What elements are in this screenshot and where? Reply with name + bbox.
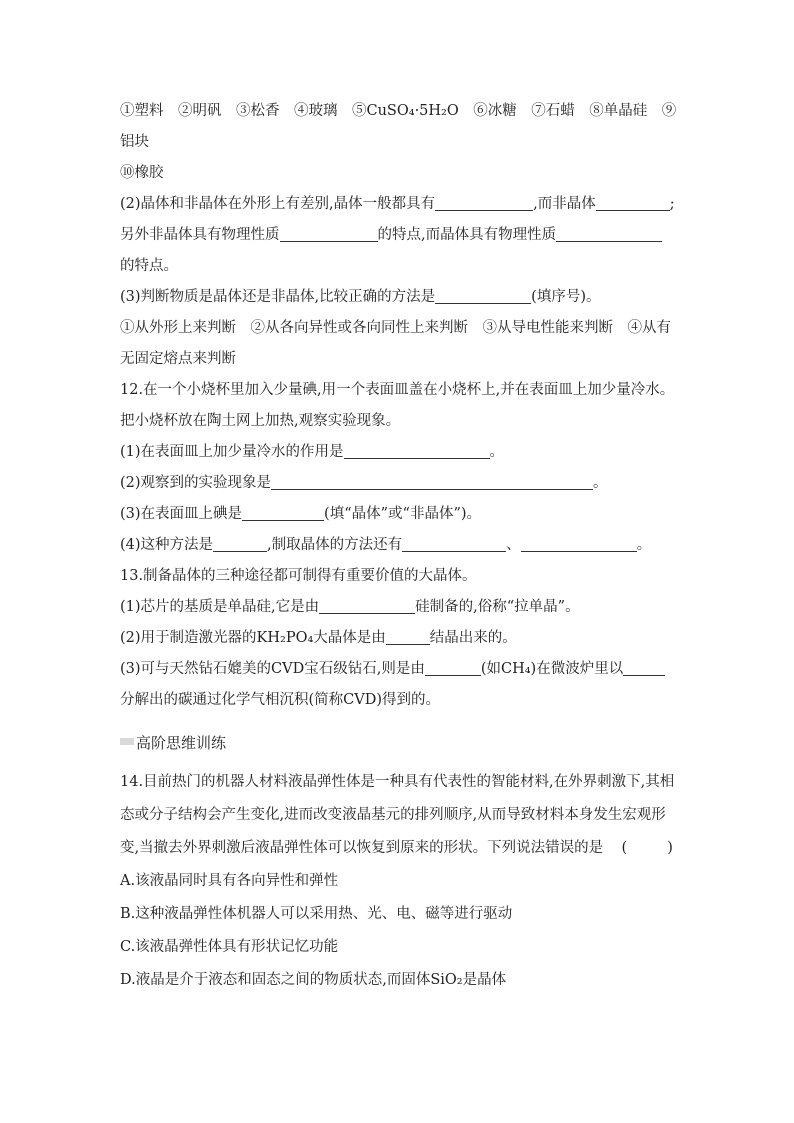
answer-blank[interactable]: [402, 533, 506, 552]
answer-blank[interactable]: [556, 223, 662, 242]
q11-part2-line3: 的特点。: [120, 258, 178, 274]
q11-part2-line1: [120, 189, 680, 220]
text: 变,当撤去外界刺激后液晶弹性体可以恢复到原来的形状。下列说法错误的是: [120, 840, 604, 856]
q11-options-line1: ①塑料 ②明矾 ③松香 ④玻璃 ⑤CuSO₄·5H₂O ⑥冰糖 ⑦石蜡 ⑧单晶硅 ⑨: [120, 103, 677, 119]
text: (2)观察到的实验现象是: [120, 475, 272, 491]
text: (如CH₄)在微波炉里以: [480, 661, 624, 677]
q12-part1: [120, 437, 680, 468]
q12-part3: [120, 499, 680, 530]
text: 的特点,而晶体具有物理性质: [377, 227, 557, 243]
answer-blank[interactable]: [623, 657, 665, 676]
q11-options-line2: 铝块: [120, 134, 149, 150]
q11-part3-options2: 无固定熔点来判断: [120, 351, 236, 367]
formula: KH₂PO₄: [256, 630, 314, 646]
text: (4)这种方法是: [120, 537, 214, 553]
q11-part3-options1: ①从外形上来判断 ②从各向异性或各向同性上来判断 ③从导电性能来判断 ④从有: [120, 320, 671, 336]
answer-paren-open: (: [621, 840, 628, 856]
q12-stem-line2: 把小烧杯放在陶土网上加热,观察实验现象。: [120, 413, 401, 429]
answer-paren-close: ): [667, 840, 673, 856]
answer-blank[interactable]: [319, 595, 415, 614]
text: 。: [489, 444, 505, 460]
answer-blank[interactable]: [271, 471, 593, 490]
section-heading: [120, 726, 680, 760]
q13-stem: 13.制备晶体的三种途径都可制得有重要价值的大晶体。: [120, 568, 477, 584]
text: (2)用于制造激光器的: [120, 630, 257, 646]
section-title: 高阶思维训练: [136, 734, 227, 752]
q12-stem-line1: 12.在一个小烧杯里加入少量碘,用一个表面皿盖在小烧杯上,并在表面皿上加少量冷水。: [120, 382, 675, 398]
worksheet-page: [120, 96, 680, 997]
answer-blank[interactable]: [435, 285, 531, 304]
text: (3)可与天然钻石媲美的CVD宝石级钻石,则是由: [120, 661, 425, 677]
q11-part2-line2: [120, 220, 680, 251]
text: 硅制备的,俗称“拉单晶”。: [415, 599, 580, 615]
q14-option-a: A.该液晶同时具有各向异性和弹性: [120, 873, 339, 889]
q13-part3-line2: 分解出的碳通过化学气相沉积(简称CVD)得到的。: [120, 692, 441, 708]
text: (1)在表面皿上加少量冷水的作用是: [120, 444, 344, 460]
q13-part1: [120, 592, 680, 623]
text: 结晶出来的。: [429, 630, 517, 646]
text: (填序号)。: [531, 289, 601, 305]
text: (2)晶体和非晶体在外形上有差别,晶体一般都具有: [120, 196, 436, 212]
q13-part2: [120, 623, 680, 654]
answer-blank[interactable]: [386, 626, 430, 645]
answer-blank[interactable]: [596, 192, 670, 211]
text: ,制取晶体的方法还有: [267, 537, 403, 553]
text: (3)在表面皿上碘是: [120, 506, 243, 522]
text: 。: [593, 475, 608, 491]
q13-part3-line1: [120, 654, 680, 685]
q14-stem-line2: 态或分子结构会产生变化,进而改变液晶基元的排列顺序,从而导致材料本身发生宏观形: [120, 807, 666, 823]
answer-blank[interactable]: [213, 533, 267, 552]
q14-option-d: D.液晶是介于液态和固态之间的物质状态,而固体SiO₂是晶体: [120, 972, 507, 988]
text: ,而非晶体: [533, 196, 596, 212]
q14-stem-line1: 14.目前热门的机器人材料液晶弹性体是一种具有代表性的智能材料,在外界刺激下,其相: [120, 774, 675, 790]
text: 大晶体是由: [313, 630, 386, 646]
text: 。: [636, 537, 652, 553]
q14-option-c: C.该液晶弹性体具有形状记忆功能: [120, 939, 339, 955]
q14-block: [120, 766, 680, 997]
q11-options-line3: ⑩橡胶: [120, 165, 164, 181]
text: (3)判断物质是晶体还是非晶体,比较正确的方法是: [120, 289, 436, 305]
q12-part4: [120, 530, 680, 561]
answer-blank[interactable]: [280, 223, 378, 242]
answer-blank[interactable]: [521, 533, 637, 552]
text: 另外非晶体具有物理性质: [120, 227, 280, 243]
text: 、: [506, 537, 521, 553]
answer-blank[interactable]: [242, 502, 324, 521]
q12-part2: [120, 468, 680, 499]
answer-blank[interactable]: [344, 440, 490, 459]
answer-blank[interactable]: [425, 657, 481, 676]
text: (1)芯片的基质是单晶硅,它是由: [120, 599, 320, 615]
section-marker-icon: [120, 738, 134, 745]
q11-part3-line1: [120, 282, 680, 313]
text: ;: [669, 196, 675, 212]
q14-option-b: B.这种液晶弹性体机器人可以采用热、光、电、磁等进行驱动: [120, 906, 513, 922]
q14-stem-line3: [120, 832, 680, 865]
answer-blank[interactable]: [435, 192, 533, 211]
text: (填“晶体”或“非晶体”)。: [324, 506, 482, 522]
